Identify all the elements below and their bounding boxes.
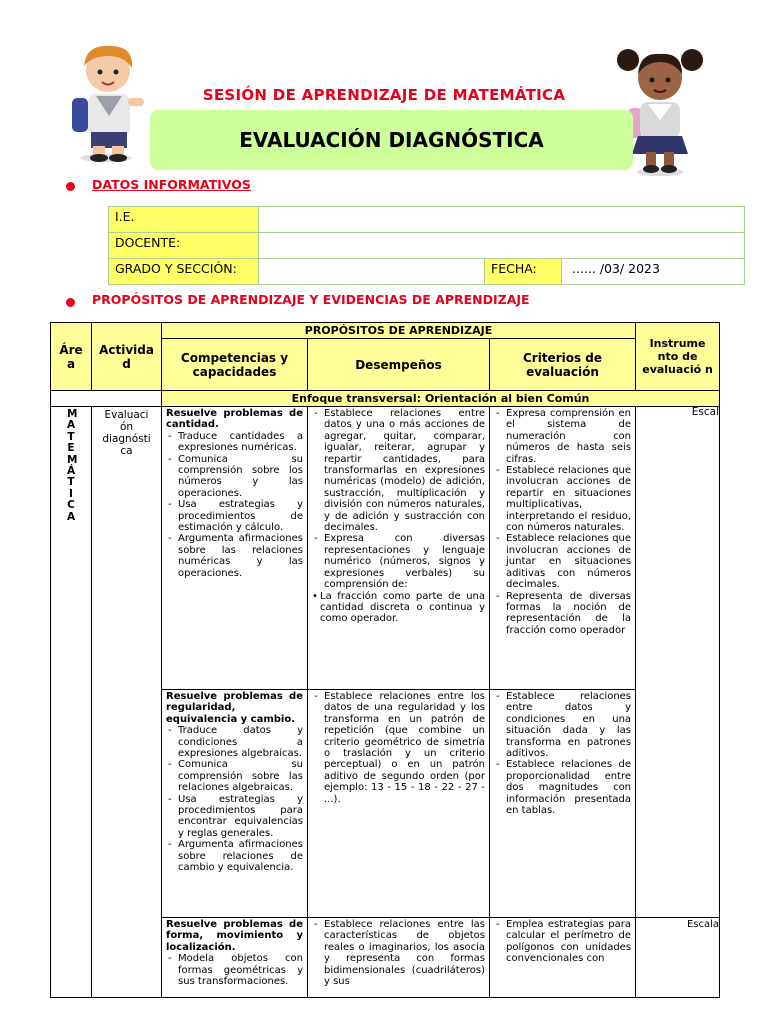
grado-value [259,259,485,285]
capacidad-item: - Traduce datos y condiciones a expresiones algebraicas. [166,725,303,759]
capacidad-item: - Argumenta afirmaciones sobre las relaciones numéricas y las operaciones. [166,533,303,579]
desempeno-item: - Establece relaciones entre datos y una o más acciones de agregar, quitar, comparar, igualar, reiterar, agrupar y repartir cantidades, para transformarlas en expresiones numéricas (modelo) de adición, sustracción, multiplicación y división con números naturales, y de adición y sustracción con decimales. [312,408,485,533]
docente-value [259,233,745,259]
desempenos-3 [308,918,490,998]
criterios-2 [490,690,636,918]
criterio-item: - Establece relaciones que involucran acciones de repartir en situaciones multiplicativas, interpretando el residuo, con números naturales. [494,465,631,533]
ie-label: I.E. [109,207,259,233]
header-criterios: Criterios de evaluación [490,339,636,391]
competencia-1-title: Resuelve problemas de cantidad. [166,408,303,431]
actividad-value: Evaluaci ón diagnósti ca [92,407,162,998]
instrumento-3: Escala [636,918,720,998]
header-competencias: Competencias y capacidades [162,339,308,391]
criterio-item: - Expresa comprensión en el sistema de numeración con números de hasta seis cifras. [494,408,631,465]
desempeno-bullet: • La fracción como parte de una cantidad discreta o continua y como operador. [312,591,485,625]
header-actividad: Activida d [92,323,162,391]
instrumento-1: Escal [636,407,720,918]
desempeno-item: - Establece relaciones entre las características de objetos reales o imaginarios, los asocia y representa con formas bidimensionales (cuadriláteros) y sus [312,919,485,987]
desempeno-item: - Establece relaciones entre los datos de una regularidad y los transforma en un patrón de repetición (que combine un criterio geométrico de simetría o traslación y un criterio perceptual) o en un patrón aditivo de segundo orden (por ejemplo: 13 - 15 - 18 - 22 - 27 - ...). [312,691,485,805]
capacidad-item: - Argumenta afirmaciones sobre relaciones de cambio y equivalencia. [166,839,303,873]
header-desempenos: Desempeños [308,339,490,391]
competencia-2 [162,690,308,918]
header-instrumento: Instrume nto de evaluació n [636,323,720,391]
fecha-label: FECHA: [485,259,562,285]
criterio-item: - Emplea estrategias para calcular el perímetro de polígonos con unidades convencionales con [494,919,631,965]
desempeno-item: - Expresa con diversas representaciones y lenguaje numérico (números, signos y expresiones verbales) su comprensión de: [312,533,485,590]
criterios-3 [490,918,636,998]
purposes-table [50,322,720,998]
criterio-item: - Representa de diversas formas la noción de representación de la fracción como operador [494,591,631,637]
competencia-3 [162,918,308,998]
page-title-box [150,110,633,170]
section-datos-heading: DATOS INFORMATIVOS [92,177,251,192]
page-title: EVALUACIÓN DIAGNÓSTICA [239,128,544,152]
grado-label: GRADO Y SECCIÓN: [109,259,259,285]
session-subtitle: SESIÓN DE APRENDIZAJE DE MATEMÁTICA [202,86,566,104]
criterio-item: - Establece relaciones entre datos y condiciones en una situación dada y las transforma en patrones aditivos. [494,691,631,759]
bullet-icon [66,182,75,191]
capacidad-item: - Comunica su comprensión sobre los números y las operaciones. [166,454,303,500]
competencia-2-title: Resuelve problemas de regularidad, equivalencia y cambio. [166,691,303,725]
desempenos-2 [308,690,490,918]
criterio-item: - Establece relaciones que involucran acciones de juntar en situaciones aditivas con números decimales. [494,533,631,590]
capacidad-item: - Comunica su comprensión sobre las relaciones algebraicas. [166,759,303,793]
docente-label: DOCENTE: [109,233,259,259]
header-enfoque: Enfoque transversal: Orientación al bien Común [162,391,720,407]
desempenos-1 [308,407,490,690]
area-value: M A T E M Á T I C A [51,407,92,998]
capacidad-item: - Usa estrategias y procedimientos para encontrar equivalencias y reglas generales. [166,794,303,840]
competencia-3-title: Resuelve problemas de forma, movimiento y localización. [166,919,303,953]
capacidad-item: - Traduce cantidades a expresiones numéricas. [166,431,303,454]
section-propositos-heading: PROPÓSITOS DE APRENDIZAJE Y EVIDENCIAS DE APRENDIZAJE [92,292,530,307]
capacidad-item: - Modela objetos con formas geométricas y sus transformaciones. [166,953,303,987]
capacidad-item: - Usa estrategias y procedimientos de estimación y cálculo. [166,499,303,533]
header-propositos: PROPÓSITOS DE APRENDIZAJE [162,323,636,339]
fecha-value: ...... /03/ 2023 [562,259,745,285]
criterios-1 [490,407,636,690]
header-area: Áre a [51,323,92,391]
info-table [108,206,745,285]
criterio-item: - Establece relaciones de proporcionalidad entre dos magnitudes con información presentada en tablas. [494,759,631,816]
bullet-icon [66,298,75,307]
ie-value [259,207,745,233]
competencia-1 [162,407,308,690]
